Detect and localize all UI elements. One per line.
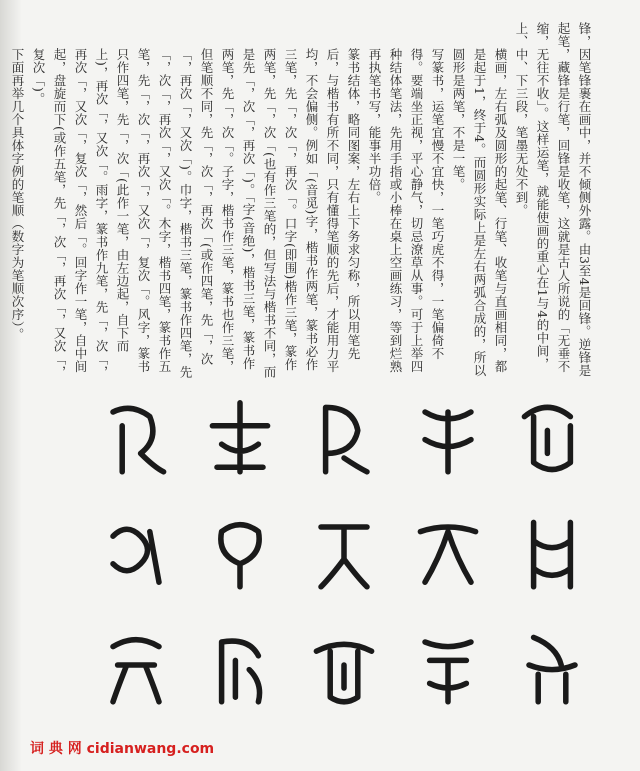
- glyph-9: [194, 500, 286, 600]
- seal-stroke: [425, 642, 471, 702]
- seal-stroke: [425, 412, 471, 472]
- seal-stroke: [420, 527, 475, 582]
- glyph-8: [298, 500, 390, 600]
- glyph-2: [402, 385, 494, 485]
- seal-stroke: [529, 637, 575, 701]
- seal-stroke: [321, 527, 367, 587]
- glyph-6: [506, 500, 598, 600]
- glyph-13: [298, 615, 390, 715]
- paragraph-1: 锋，因笔锋裹在画中，并不倾侧外露。由3至4是回锋。逆锋是起笔，藏锋是行笔，回锋是收笔，这就是古人所说的「无垂不缩，无往不收」。这样运笔，就能使画的重心在1与4的中间，上、中、下三段，笔墨无处不到。: [514, 22, 592, 377]
- glyph-15: [90, 615, 182, 715]
- glyph-4: [194, 385, 286, 485]
- paragraph-3: 写篆书，运笔宜慢不宜快，一笔巧虎不得，一笔偏倚不得。要端坐正视，平心静气，切忌潦草从事。可于上举四种结体笔法，先用手指或小棒在桌上空画练习，等到烂熟再执笔书写，能事半功倍。: [367, 48, 445, 373]
- paragraph-4: 篆书结体，略同图案，左右上下务求匀称，所以用笔先后，与楷书有所不同，只有懂得笔顺的先后，才能用力平均，不会偏侧。例如「(音觅)字，楷书作两笔，篆书必作三笔，先「，次「，再次「。口字(即围)楷作三笔，篆作两笔，先「，次「(也有作三笔的，但写法与楷书不同，而是先「，次「，再次「)。「字(音绝)，楷书三笔，篆书作两笔，先「，次「。子字，楷书作三笔，篆书也作三笔，但笔顺不同，先「，次「，再次「(或作四笔，先「，次「，再次「，又次「)。巾字，楷书三笔，篆书作四笔，先「，次「，再次「，又次「。木字，楷书四笔，篆书作五笔，先「，次「，再次「，又次「，复次「。风字，篆书只作四笔，先「，次「(此作一笔，由左边起，自下而上)，再次「，又次「。雨字，篆书作九笔，先「，次「，再次「，又次「，复次「，然后「。回字作一笔，自中间起，盘旋而下(或作五笔，先「，次「，再次「，又次「，复次「)。: [31, 48, 361, 379]
- glyph-1: [506, 385, 598, 485]
- glyph-12: [402, 615, 494, 715]
- glyph-5: [90, 385, 182, 485]
- glyph-14: [194, 615, 286, 715]
- seal-stroke: [113, 529, 159, 582]
- seal-stroke: [524, 407, 570, 469]
- seal-stroke: [113, 408, 164, 471]
- main-text: [10, 22, 595, 382]
- seal-stroke: [222, 641, 260, 702]
- seal-stroke: [212, 403, 267, 472]
- seal-stroke: [316, 644, 371, 702]
- seal-stroke: [326, 407, 367, 471]
- seal-stroke: [221, 525, 259, 587]
- paragraph-2: 横画，左右弧及圆形的起笔、行笔、收笔与直画相同，都是起于1，终于4。而圆形实际上是左右两弧合成的，所以圆形是两笔，不是一笔。: [451, 48, 508, 377]
- seal-script-examples: [90, 385, 610, 715]
- seal-stroke: [113, 640, 159, 702]
- glyph-10: [90, 500, 182, 600]
- glyph-7: [402, 500, 494, 600]
- seal-stroke: [534, 522, 571, 586]
- glyph-3: [298, 385, 390, 485]
- glyph-11: [506, 615, 598, 715]
- watermark-footer: 词 典 网 cidianwang.com: [30, 741, 215, 757]
- paragraph-5: 下面再举几个具体字例的笔顺（数字为笔顺次序）。: [10, 48, 25, 341]
